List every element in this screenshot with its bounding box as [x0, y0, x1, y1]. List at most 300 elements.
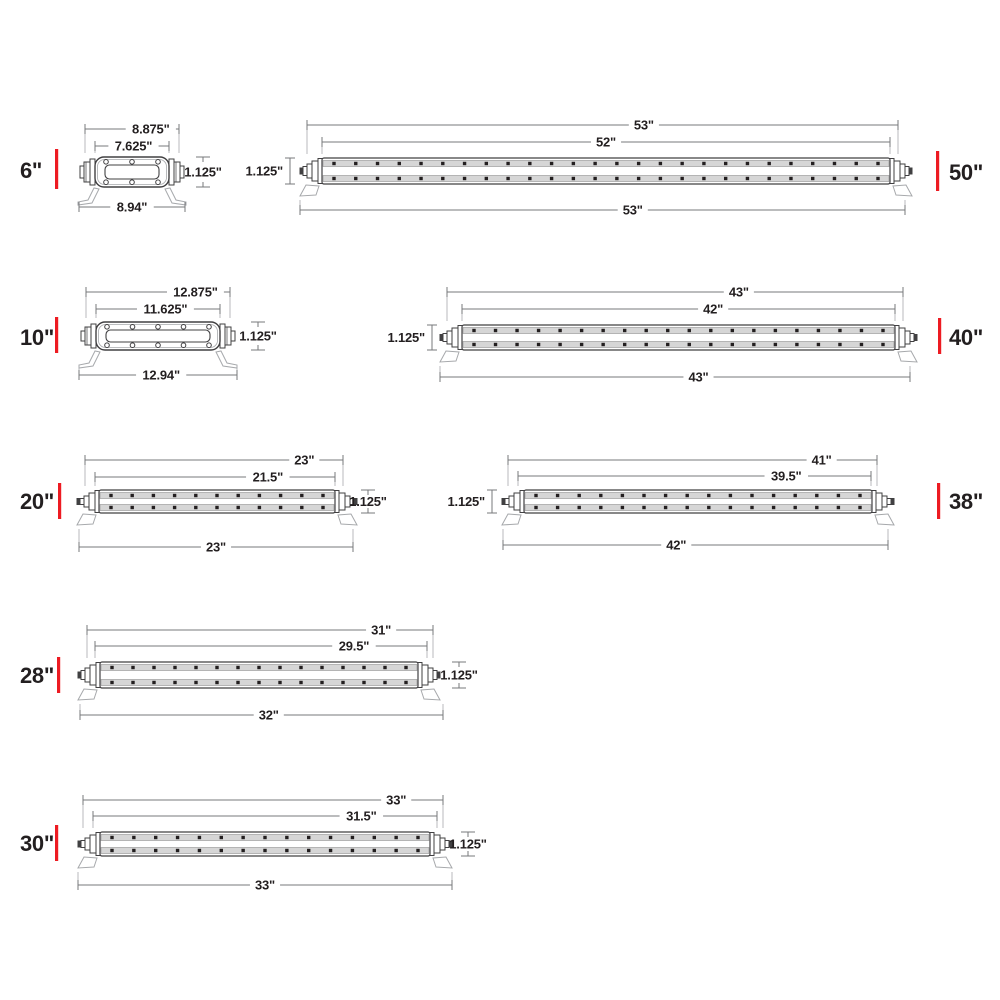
size-label-bar-30: 30" — [20, 831, 55, 856]
bolt-dot — [383, 666, 386, 669]
bolt-dot — [537, 329, 540, 332]
light-bar-drawing-long — [440, 325, 918, 362]
top-fin-strip — [323, 161, 889, 167]
bolt-dot — [109, 506, 112, 509]
bolt-dot — [752, 329, 755, 332]
bolt-dot — [506, 177, 509, 180]
bolt-dot — [152, 494, 155, 497]
bolt-dot — [789, 162, 792, 165]
bolt-dot — [341, 666, 344, 669]
cone-tip — [502, 498, 506, 505]
bolt-dot — [194, 666, 197, 669]
bolt-dot — [131, 666, 134, 669]
bolt-dot — [615, 162, 618, 165]
dimension-bottom — [503, 538, 888, 553]
bottom-fin-strip — [525, 505, 871, 511]
bolt-dot — [463, 177, 466, 180]
light-bar-drawing-long — [502, 490, 895, 525]
dimension-top — [85, 453, 343, 468]
cone-band — [447, 331, 452, 344]
cone-band — [85, 838, 90, 850]
bolt-dot — [750, 506, 753, 509]
end-cap-ridge — [174, 162, 180, 182]
top-fin-strip — [463, 328, 894, 334]
bolt-dot — [279, 506, 282, 509]
bolt-dot — [593, 177, 596, 180]
bolt-dot — [645, 343, 648, 346]
bolt-dot — [278, 681, 281, 684]
cone-tip — [78, 841, 82, 848]
mount-foot-right — [165, 188, 186, 205]
cone-band — [876, 493, 882, 510]
bolt-dot — [278, 666, 281, 669]
bolt-dot — [855, 177, 858, 180]
screw — [181, 325, 186, 330]
bolt-dot — [637, 162, 640, 165]
bolt-dot — [110, 849, 113, 852]
cone-tip — [78, 672, 82, 679]
light-bar-drawing-long — [78, 662, 441, 700]
bolt-dot — [659, 177, 662, 180]
bolt-dot — [307, 836, 310, 839]
size-label-bar-10: 10" — [20, 325, 55, 350]
bolt-dot — [110, 666, 113, 669]
dimension-label-bottom: 33" — [254, 877, 276, 893]
bolt-dot — [558, 329, 561, 332]
bolt-dot — [362, 681, 365, 684]
dimension-label-inner: 7.625" — [114, 138, 153, 154]
bolt-dot — [329, 836, 332, 839]
screw — [105, 325, 110, 330]
dimension-label-bottom: 53" — [622, 202, 643, 218]
bolt-dot — [666, 343, 669, 346]
dimension-top — [307, 118, 898, 133]
screw — [156, 180, 161, 185]
bolt-dot — [241, 836, 244, 839]
bar-lens — [105, 165, 159, 179]
bolt-dot — [688, 329, 691, 332]
bolt-dot — [858, 506, 861, 509]
dimension-inner — [95, 470, 335, 485]
bolt-dot — [383, 681, 386, 684]
bolt-dot — [768, 162, 771, 165]
bolt-dot — [578, 506, 581, 509]
dimension-top — [508, 453, 877, 468]
red-accent-tick — [57, 657, 60, 693]
cone-band — [433, 671, 437, 680]
bolt-dot — [534, 494, 537, 497]
dimension-label-top: 31" — [371, 622, 392, 638]
bottom-fin-strip — [463, 342, 894, 348]
cone-tip — [300, 168, 304, 175]
bolt-dot — [881, 343, 884, 346]
mount-foot-left — [79, 351, 100, 368]
bolt-dot — [528, 162, 531, 165]
bolt-dot — [772, 506, 775, 509]
dimension-label-bottom: 42" — [666, 537, 687, 553]
bolt-dot — [373, 849, 376, 852]
bolt-dot — [795, 343, 798, 346]
bolt-dot — [642, 506, 645, 509]
dimension-inner — [322, 135, 890, 150]
bolt-dot — [615, 177, 618, 180]
end-cap — [90, 159, 95, 185]
bolt-dot — [332, 162, 335, 165]
dimension-label-height: 1.125" — [184, 164, 222, 180]
bolt-dot — [534, 506, 537, 509]
mount-foot-left — [78, 857, 97, 868]
bolt-dot — [441, 162, 444, 165]
bolt-dot — [173, 494, 176, 497]
diagram-bar-28 — [20, 623, 478, 723]
bolt-dot — [263, 849, 266, 852]
bolt-dot — [556, 506, 559, 509]
dimension-height — [388, 325, 438, 350]
bolt-dot — [494, 329, 497, 332]
bolt-dot — [131, 506, 134, 509]
bolt-dot — [131, 681, 134, 684]
bolt-dot — [876, 162, 879, 165]
bolt-dot — [300, 506, 303, 509]
dimension-label-inner: 29.5" — [338, 638, 370, 654]
cone-band — [81, 671, 85, 680]
cone-tip — [440, 334, 444, 341]
bolt-dot — [258, 494, 261, 497]
mount-foot-left — [440, 351, 459, 362]
bolt-dot — [855, 162, 858, 165]
bolt-dot — [876, 177, 879, 180]
bolt-dot — [285, 849, 288, 852]
cone-tip — [891, 498, 895, 505]
dimension-inner — [93, 809, 437, 824]
bolt-dot — [215, 681, 218, 684]
dimension-label-height: 1.125" — [449, 836, 487, 852]
bolt-dot — [833, 177, 836, 180]
mount-foot-right — [216, 351, 237, 368]
bolt-dot — [578, 494, 581, 497]
bolt-dot — [729, 506, 732, 509]
mount-foot-right — [421, 689, 440, 700]
cone-tip — [909, 168, 913, 175]
cone-band — [434, 835, 440, 853]
dimension-bottom — [79, 540, 353, 555]
bolt-dot — [680, 162, 683, 165]
top-fin-strip — [525, 493, 871, 499]
size-label-bar-40: 40" — [949, 325, 984, 350]
mount-foot-left — [300, 185, 319, 196]
cone-band — [89, 493, 95, 510]
bolt-dot — [257, 666, 260, 669]
bolt-dot — [194, 681, 197, 684]
light-bar-drawing-long — [300, 158, 913, 196]
dimension-label-top: 53" — [633, 117, 654, 133]
bolt-dot — [817, 343, 820, 346]
screw — [156, 343, 161, 348]
cone-band — [428, 668, 433, 682]
bolt-dot — [724, 162, 727, 165]
dimension-inner — [462, 302, 895, 317]
red-accent-tick — [938, 318, 941, 354]
light-bar-drawing-long — [78, 832, 453, 868]
bottom-fin-strip — [323, 176, 889, 182]
bolt-dot — [572, 162, 575, 165]
cone-band — [312, 161, 318, 181]
mount-foot-left — [77, 514, 96, 525]
diagram-bar-50 — [246, 118, 984, 218]
screw — [130, 325, 135, 330]
dimension-height — [449, 832, 487, 856]
dimension-inner — [95, 139, 169, 154]
bolt-dot — [724, 177, 727, 180]
dimension-label-bottom: 12.94" — [142, 367, 180, 383]
dimension-label-height: 1.125" — [440, 667, 478, 683]
bolt-dot — [494, 343, 497, 346]
bolt-dot — [285, 836, 288, 839]
bolt-dot — [659, 162, 662, 165]
bolt-dot — [664, 494, 667, 497]
dimension-label-inner: 11.625" — [143, 301, 188, 317]
cone-band — [910, 334, 914, 342]
bolt-dot — [794, 494, 797, 497]
cone-band — [443, 334, 447, 342]
dimension-label-height: 1.125" — [245, 163, 283, 179]
dimension-top — [447, 285, 903, 300]
bolt-dot — [176, 836, 179, 839]
bolt-dot — [774, 343, 777, 346]
dimension-top — [86, 285, 230, 300]
bolt-dot — [811, 177, 814, 180]
bolt-dot — [666, 329, 669, 332]
cone-band — [882, 496, 887, 507]
dimension-height — [349, 490, 387, 513]
screw — [207, 343, 212, 348]
bolt-dot — [236, 681, 239, 684]
bolt-dot — [152, 666, 155, 669]
screw — [130, 343, 135, 348]
screw — [181, 343, 186, 348]
bolt-dot — [702, 177, 705, 180]
bolt-dot — [198, 849, 201, 852]
bolt-dot — [811, 162, 814, 165]
bolt-dot — [580, 329, 583, 332]
dimension-label-inner: 39.5" — [771, 468, 802, 484]
bolt-dot — [750, 494, 753, 497]
bolt-dot — [709, 343, 712, 346]
cone-band — [900, 164, 905, 178]
end-cap-ridge — [85, 327, 91, 345]
screw — [207, 325, 212, 330]
red-accent-tick — [936, 151, 939, 191]
bolt-dot — [680, 177, 683, 180]
dimension-top — [83, 793, 443, 808]
bolt-dot — [860, 329, 863, 332]
bolt-dot — [404, 681, 407, 684]
bolt-dot — [354, 177, 357, 180]
dimension-bottom — [79, 200, 185, 215]
end-cap — [169, 159, 174, 185]
mount-foot-left — [502, 514, 521, 525]
screw — [104, 160, 109, 165]
dimension-bottom — [78, 878, 452, 893]
bolt-dot — [154, 836, 157, 839]
cone-band — [905, 167, 909, 176]
bolt-dot — [485, 162, 488, 165]
bolt-dot — [572, 177, 575, 180]
bolt-dot — [642, 494, 645, 497]
cone-band — [887, 499, 891, 505]
bolt-dot — [299, 666, 302, 669]
bolt-dot — [463, 162, 466, 165]
dimension-label-bottom: 8.94" — [116, 199, 148, 215]
dimension-label-height: 1.125" — [387, 330, 425, 345]
bolt-dot — [686, 506, 689, 509]
size-label-bar-20: 20" — [20, 489, 55, 514]
size-label-bar-6: 6" — [20, 158, 43, 183]
dimension-bottom — [80, 708, 443, 723]
screw — [130, 160, 135, 165]
bolt-dot — [838, 343, 841, 346]
bolt-dot — [731, 329, 734, 332]
dimension-bottom — [79, 368, 237, 383]
bolt-dot — [472, 329, 475, 332]
screw — [156, 160, 161, 165]
diagram-bar-10 — [20, 285, 277, 383]
bolt-dot — [263, 836, 266, 839]
dimension-label-height: 1.125" — [447, 494, 485, 509]
bolt-dot — [376, 162, 379, 165]
cone-band — [440, 838, 445, 850]
bar-lens — [106, 330, 210, 342]
dimension-label-bottom: 23" — [205, 539, 227, 555]
bolt-dot — [237, 506, 240, 509]
bolt-dot — [746, 162, 749, 165]
bolt-dot — [645, 329, 648, 332]
bolt-dot — [702, 162, 705, 165]
end-cap-nub — [231, 331, 235, 341]
bolt-dot — [860, 343, 863, 346]
bolt-dot — [416, 836, 419, 839]
cone-tip — [77, 498, 81, 505]
bolt-dot — [109, 494, 112, 497]
dimension-inner — [95, 639, 427, 654]
cone-band — [514, 493, 520, 510]
bolt-dot — [515, 329, 518, 332]
bolt-dot — [815, 506, 818, 509]
bolt-dot — [373, 836, 376, 839]
end-cap-nub — [80, 166, 84, 178]
bolt-dot — [110, 681, 113, 684]
bolt-dot — [686, 494, 689, 497]
dimension-bottom — [300, 203, 905, 218]
cone-band — [894, 161, 900, 181]
bolt-dot — [550, 162, 553, 165]
bolt-dot — [858, 494, 861, 497]
bolt-dot — [398, 177, 401, 180]
cone-band — [85, 668, 90, 682]
dimension-top — [85, 122, 179, 137]
mount-foot-right — [338, 514, 357, 525]
bolt-dot — [332, 177, 335, 180]
bolt-dot — [351, 836, 354, 839]
bolt-dot — [506, 162, 509, 165]
bolt-dot — [795, 329, 798, 332]
diagram-bar-6 — [20, 122, 222, 215]
bolt-dot — [837, 506, 840, 509]
cone-band — [505, 499, 509, 505]
bolt-dot — [707, 506, 710, 509]
red-accent-tick — [55, 317, 58, 353]
cone-band — [905, 331, 910, 344]
bolt-dot — [817, 329, 820, 332]
bolt-dot — [398, 162, 401, 165]
cone-band — [339, 493, 345, 510]
bolt-dot — [176, 849, 179, 852]
diagram-bar-40 — [388, 285, 984, 385]
bolt-dot — [558, 343, 561, 346]
size-label-bar-28: 28" — [20, 663, 55, 688]
bolt-dot — [321, 506, 324, 509]
red-accent-tick — [55, 825, 58, 861]
bolt-dot — [300, 494, 303, 497]
bolt-dot — [789, 177, 792, 180]
bolt-dot — [623, 329, 626, 332]
bolt-dot — [599, 494, 602, 497]
size-label-bar-38: 38" — [949, 489, 984, 514]
bolt-dot — [537, 343, 540, 346]
bolt-dot — [621, 494, 624, 497]
bolt-dot — [404, 666, 407, 669]
bolt-dot — [321, 494, 324, 497]
dimension-label-inner: 31.5" — [346, 808, 377, 824]
bolt-dot — [198, 836, 201, 839]
dimension-label-inner: 42" — [703, 301, 724, 317]
bolt-dot — [241, 849, 244, 852]
bolt-dot — [236, 666, 239, 669]
bolt-dot — [110, 836, 113, 839]
bolt-dot — [833, 162, 836, 165]
bolt-dot — [362, 666, 365, 669]
dimension-label-height: 1.125" — [239, 328, 277, 344]
bolt-dot — [419, 177, 422, 180]
cone-tip — [914, 334, 918, 341]
bolt-dot — [351, 849, 354, 852]
diagram-bar-30 — [20, 793, 487, 893]
diagram-bar-38 — [448, 453, 984, 553]
bolt-dot — [664, 506, 667, 509]
bolt-dot — [376, 177, 379, 180]
bolt-dot — [772, 494, 775, 497]
bolt-dot — [774, 329, 777, 332]
cone-band — [303, 167, 307, 176]
bolt-dot — [815, 494, 818, 497]
bolt-dot — [320, 666, 323, 669]
diagram-bar-20 — [20, 453, 387, 555]
dimension-height — [440, 662, 478, 688]
bolt-dot — [580, 343, 583, 346]
dimension-height — [239, 322, 277, 350]
screw — [156, 325, 161, 330]
mount-foot-left — [78, 689, 97, 700]
bolt-dot — [837, 494, 840, 497]
bolt-dot — [173, 681, 176, 684]
light-bar-drawing-small — [79, 322, 237, 368]
dimension-height — [246, 158, 296, 184]
bolt-dot — [394, 836, 397, 839]
bolt-dot — [220, 849, 223, 852]
light-bar-drawing-long — [77, 490, 358, 525]
bolt-dot — [556, 494, 559, 497]
mount-foot-left — [78, 188, 99, 205]
